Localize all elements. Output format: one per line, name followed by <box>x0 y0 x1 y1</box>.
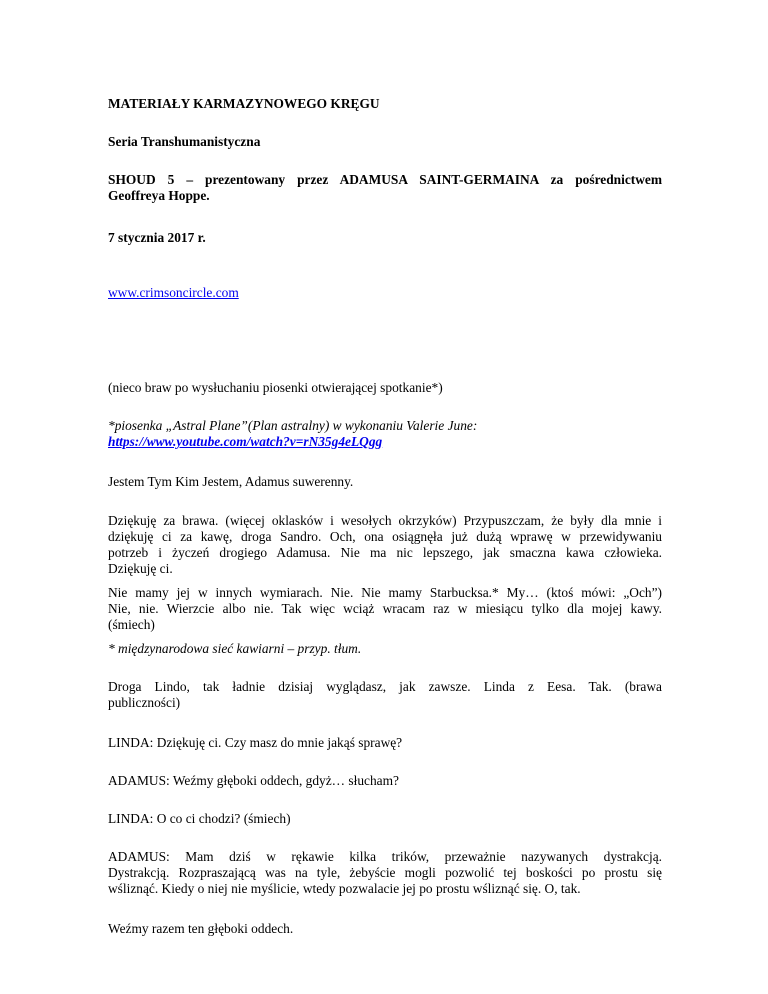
coffee-paragraph <box>108 585 662 633</box>
shoud-heading <box>108 172 662 204</box>
dialog-line-adamus-2 <box>108 849 662 897</box>
thanks-paragraph <box>108 513 662 577</box>
linda-line-1: Droga Lindo, tak ładnie dzisiaj wyglądasz, jak zawsze. Linda z Eesa. Tak. (brawa <box>108 679 662 694</box>
thanks-line-4: Dziękuję ci. <box>108 561 173 576</box>
thanks-line-1: Dziękuję za brawa. (więcej oklasków i wesołych okrzyków) Przypuszczam, że były dla mnie i <box>108 513 662 528</box>
shoud-heading-line-1: SHOUD 5 – prezentowany przez ADAMUSA SAINT-GERMAINA za pośrednictwem <box>108 172 662 187</box>
adamus-line-2: Dystrakcją. Rozpraszającą was na tyle, żebyście mogli pozwolić tej boskości po prostu się <box>108 865 662 880</box>
coffee-line-1: Nie mamy jej w innych wymiarach. Nie. Nie mamy Starbucksa.* My… (ktoś mówi: „Och”) <box>108 585 662 600</box>
thanks-line-3: potrzeb i życzeń drogiego Adamusa. Nie ma nic lepszego, jak smaczna kawa człowieka. <box>108 545 662 560</box>
song-url-link[interactable]: https://www.youtube.com/watch?v=rN35g4eLQgg <box>108 434 383 449</box>
breath-paragraph: Weźmy razem ten głęboki oddech. <box>108 921 294 936</box>
coffee-line-3: (śmiech) <box>108 617 155 632</box>
adamus-line-1: ADAMUS: Mam dziś w rękawie kilka trików, przeważnie nazywanych dystrakcją. <box>108 849 662 864</box>
coffee-line-2: Nie, nie. Wierzcie albo nie. Tak więc wciąż wracam raz w miesiącu tylko dla mojej kawy. <box>108 601 662 616</box>
website-link[interactable]: www.crimsoncircle.com <box>108 285 239 300</box>
adamus-line-3: wśliznąć. Kiedy o niej nie myślicie, wtedy pozwalacie jej po prostu wśliznąć się. O, tak. <box>108 881 581 896</box>
website-paragraph <box>108 285 239 301</box>
dialog-line-linda-2: LINDA: O co ci chodzi? (śmiech) <box>108 811 291 826</box>
dialog-line-linda-1: LINDA: Dziękuję ci. Czy masz do mnie jakąś sprawę? <box>108 735 403 750</box>
linda-line-2: publiczności) <box>108 695 181 710</box>
shoud-heading-line-2: Geoffreya Hoppe. <box>108 188 210 203</box>
shoud-date: 7 stycznia 2017 r. <box>108 230 206 245</box>
document-title: MATERIAŁY KARMAZYNOWEGO KRĘGU <box>108 96 380 111</box>
i-am-paragraph: Jestem Tym Kim Jestem, Adamus suwerenny. <box>108 474 354 489</box>
song-note <box>108 418 662 450</box>
thanks-line-2: dziękuję ci za kawę, droga Sandro. Och, ona osiągnęła już dużą wprawę w przewidywaniu <box>108 529 662 544</box>
dialog-line-adamus-1: ADAMUS: Weźmy głęboki oddech, gdyż… słucham? <box>108 773 399 788</box>
series-name: Seria Transhumanistyczna <box>108 134 261 149</box>
translator-footnote: * międzynarodowa sieć kawiarni – przyp. tłum. <box>108 641 362 656</box>
linda-paragraph <box>108 679 662 711</box>
song-note-text: *piosenka „Astral Plane”(Plan astralny) w wykonaniu Valerie June: <box>108 418 478 433</box>
applause-note: (nieco braw po wysłuchaniu piosenki otwierającej spotkanie*) <box>108 380 443 395</box>
